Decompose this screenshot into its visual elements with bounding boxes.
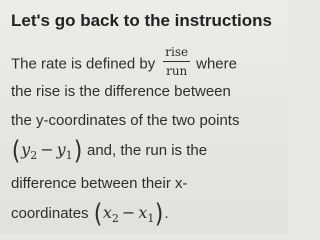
math-variable: y: [56, 140, 66, 159]
paragraph-text: where: [196, 55, 237, 73]
fraction-denominator: run: [166, 64, 188, 78]
minus-sign: −: [121, 203, 136, 222]
math-subscript: 2: [30, 149, 38, 162]
close-paren: ): [73, 136, 83, 166]
run-expression: [93, 199, 165, 229]
close-paren: ): [155, 199, 164, 229]
rise-expression: [11, 136, 83, 166]
paragraph-line: [11, 106, 283, 135]
fraction-numerator: rise: [163, 45, 190, 62]
paragraph-text: and, the run is the: [86, 142, 208, 159]
math-variable: y: [21, 140, 31, 159]
math-variable: x: [138, 203, 148, 222]
paragraph-text: The rate is defined by: [11, 55, 156, 73]
minus-sign: −: [40, 140, 54, 159]
paragraph-text: the rise is the difference between: [11, 83, 231, 100]
math-subscript: 1: [147, 212, 155, 225]
open-paren: (: [11, 136, 21, 166]
paragraph-line: [11, 169, 283, 198]
paragraph-text: the y-coordinates of the two points: [11, 112, 240, 129]
math-subscript: 1: [65, 149, 73, 162]
paragraph-line: [11, 198, 283, 232]
instructions-paragraph: [11, 45, 283, 232]
math-variable: x: [102, 203, 112, 222]
paragraph-text: coordinates: [11, 205, 89, 222]
paragraph-line: [11, 135, 283, 169]
math-subscript: 2: [111, 212, 119, 225]
paragraph-text: difference between their x-: [11, 175, 188, 192]
instructions-heading: Let's go back to the instructions: [11, 11, 272, 30]
paragraph-line: [11, 45, 283, 78]
paragraph-line: [11, 77, 283, 106]
rise-over-run-fraction: [163, 45, 190, 78]
paragraph-text: .: [164, 205, 169, 222]
open-paren: (: [93, 199, 103, 229]
